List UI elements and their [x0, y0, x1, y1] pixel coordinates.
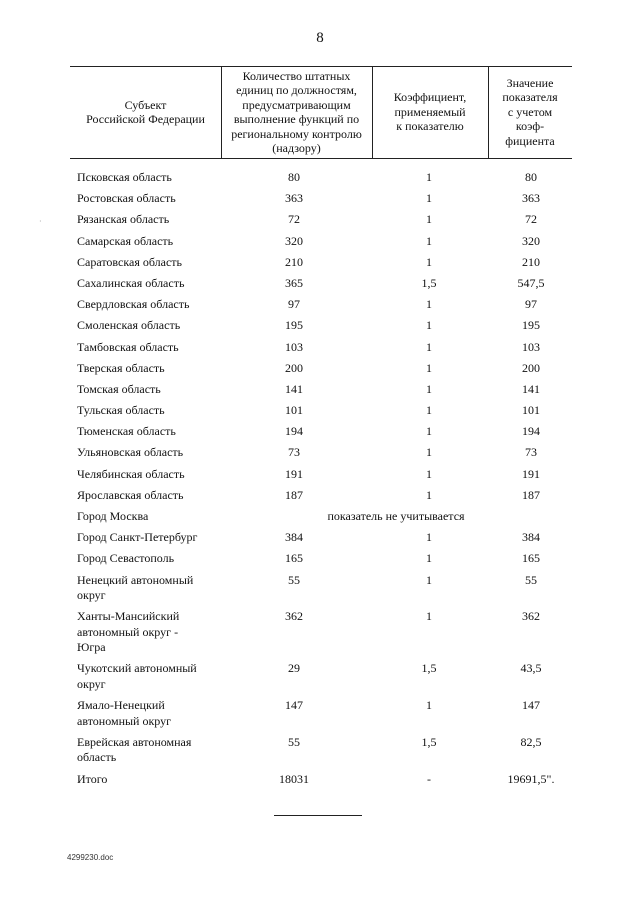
coefficient-cell: 1,5: [421, 275, 437, 290]
adjusted-value-cell: 363: [522, 191, 540, 206]
margin-tick-mark: ·: [39, 217, 42, 226]
adjusted-value-cell: 384: [522, 530, 540, 545]
table-row: [70, 276, 572, 292]
region-name-cell: Ульяновская область: [77, 445, 184, 460]
adjusted-value-cell: 195: [522, 318, 540, 333]
table-row: [70, 735, 572, 766]
table-row: [70, 212, 572, 228]
region-name-cell: Ненецкий автономный округ: [77, 572, 194, 603]
region-name-cell: Еврейская автономная область: [77, 734, 192, 765]
table-row: [70, 609, 572, 656]
staff-count-cell: 210: [285, 254, 303, 269]
staff-count-cell: 363: [285, 191, 303, 206]
region-name-cell: Итого: [77, 771, 108, 786]
header-value: [488, 66, 572, 158]
coefficient-cell: 1: [426, 551, 432, 566]
table-row: [70, 551, 572, 567]
table-row: [70, 361, 572, 377]
adjusted-value-cell: 147: [522, 698, 540, 713]
coefficient-cell: 1: [426, 254, 432, 269]
staff-count-cell: 362: [285, 609, 303, 624]
region-name-cell: Чукотский автономный округ: [77, 661, 197, 691]
coefficient-cell: 1: [426, 609, 432, 624]
adjusted-value-cell: 101: [522, 403, 540, 418]
table-row: [70, 234, 572, 250]
staff-count-cell: 320: [285, 233, 303, 248]
page-number: 8: [316, 30, 324, 46]
table-row: [70, 698, 572, 729]
region-name-cell: Ростовская область: [77, 191, 176, 206]
adjusted-value-cell: 187: [522, 487, 540, 502]
adjusted-value-cell: 97: [525, 297, 537, 312]
staff-count-cell: 195: [285, 318, 303, 333]
coefficient-cell: -: [427, 771, 431, 786]
region-name-cell: Сахалинская область: [77, 275, 185, 290]
adjusted-value-cell: 82,5: [520, 734, 542, 749]
staff-count-cell: 18031: [279, 771, 309, 786]
region-name-cell: Город Москва: [77, 509, 149, 523]
staff-count-cell: 97: [288, 297, 300, 312]
region-name-cell: Тверская область: [77, 360, 165, 375]
coefficient-cell: 1: [426, 318, 432, 333]
staff-count-cell: 29: [288, 661, 300, 676]
header-staff-count: [221, 66, 372, 158]
table-row: [70, 297, 572, 313]
adjusted-value-cell: 200: [522, 360, 540, 375]
coefficient-cell: 1: [426, 381, 432, 396]
header-subject-text: Субъект Российской Федерации: [86, 97, 205, 126]
region-name-cell: Город Санкт-Петербург: [77, 530, 198, 545]
adjusted-value-cell: 210: [522, 254, 540, 269]
coefficient-cell: 1: [426, 360, 432, 375]
adjusted-value-cell: 547,5: [517, 275, 545, 290]
table-row: [70, 772, 572, 788]
table-row: [70, 403, 572, 419]
region-name-cell: Ханты-Мансийский автономный округ - Югра: [77, 609, 180, 655]
region-name-cell: Свердловская область: [77, 297, 190, 312]
table-row: [70, 255, 572, 271]
adjusted-value-cell: 43,5: [520, 661, 542, 676]
staff-count-cell: 73: [288, 445, 300, 460]
staff-count-cell: 80: [288, 170, 300, 184]
staff-count-cell: 191: [285, 466, 303, 481]
not-counted-note-cell: показатель не учитывается: [327, 509, 465, 523]
table-row: [70, 488, 572, 504]
staff-count-cell: 187: [285, 487, 303, 502]
coefficient-cell: 1: [426, 698, 432, 713]
staff-count-cell: 384: [285, 530, 303, 545]
adjusted-value-cell: 320: [522, 233, 540, 248]
staff-count-cell: 103: [285, 339, 303, 354]
coefficient-cell: 1: [426, 466, 432, 481]
coefficient-cell: 1: [426, 233, 432, 248]
region-name-cell: Тюменская область: [77, 424, 176, 439]
adjusted-value-cell: 73: [525, 445, 537, 460]
table-row: [70, 445, 572, 461]
adjusted-value-cell: 191: [522, 466, 540, 481]
region-name-cell: Саратовская область: [77, 254, 183, 269]
region-name-cell: Город Севастополь: [77, 551, 175, 566]
table-row: [70, 573, 572, 604]
region-name-cell: Челябинская область: [77, 466, 185, 481]
adjusted-value-cell: 362: [522, 609, 540, 624]
table-row: [70, 530, 572, 546]
header-value-text: Значение показателя с учетом коэф- фициента: [502, 75, 558, 148]
coefficient-cell: 1: [426, 212, 432, 227]
coefficient-cell: 1: [426, 424, 432, 439]
header-coefficient-text: Коэффициент, применяемый к показателю: [393, 90, 467, 134]
coefficient-cell: 1,5: [421, 734, 437, 749]
header-staff-count-text: Количество штатных единиц по должностям, предусматривающим выполнение функций по региональному контролю (надзору): [231, 68, 362, 155]
region-name-cell: Тамбовская область: [77, 339, 179, 354]
staff-count-cell: 194: [285, 424, 303, 439]
region-name-cell: Псковская область: [77, 170, 172, 184]
coefficient-cell: 1: [426, 445, 432, 460]
adjusted-value-cell: 194: [522, 424, 540, 439]
staff-count-cell: 200: [285, 360, 303, 375]
table-header-rule: [70, 158, 572, 159]
table-row: [70, 170, 572, 186]
coefficient-cell: 1: [426, 530, 432, 545]
staff-count-cell: 101: [285, 403, 303, 418]
coefficient-cell: 1: [426, 572, 432, 587]
region-name-cell: Самарская область: [77, 233, 174, 248]
header-subject: [70, 66, 221, 158]
table-row: [70, 318, 572, 334]
coefficient-cell: 1: [426, 487, 432, 502]
staff-count-cell: 72: [288, 212, 300, 227]
staff-count-cell: 55: [288, 734, 300, 749]
staff-count-cell: 365: [285, 275, 303, 290]
table-body: [70, 170, 572, 793]
staff-count-cell: 165: [285, 551, 303, 566]
coefficient-cell: 1: [426, 297, 432, 312]
coefficient-cell: 1: [426, 339, 432, 354]
table-row: [70, 661, 572, 692]
coefficient-cell: 1: [426, 170, 432, 184]
region-name-cell: Смоленская область: [77, 318, 181, 333]
region-name-cell: Тульская область: [77, 403, 165, 418]
coefficient-cell: 1,5: [421, 661, 437, 676]
staff-count-cell: 141: [285, 381, 303, 396]
adjusted-value-cell: 141: [522, 381, 540, 396]
adjusted-value-cell: 19691,5".: [507, 771, 555, 786]
adjusted-value-cell: 80: [525, 170, 537, 184]
region-name-cell: Ямало-Ненецкий автономный округ: [77, 698, 172, 728]
document-id: 4299230.doc: [67, 853, 114, 862]
staff-count-cell: 147: [285, 698, 303, 713]
adjusted-value-cell: 103: [522, 339, 540, 354]
table-row: [70, 509, 572, 525]
coefficient-cell: 1: [426, 403, 432, 418]
closing-rule: [274, 815, 362, 816]
coefficient-cell: 1: [426, 191, 432, 206]
adjusted-value-cell: 55: [525, 572, 537, 587]
region-name-cell: Томская область: [77, 381, 161, 396]
table-row: [70, 191, 572, 207]
header-coefficient: [372, 66, 488, 158]
table-row: [70, 382, 572, 398]
table-row: [70, 467, 572, 483]
staff-count-cell: 55: [288, 572, 300, 587]
table-row: [70, 340, 572, 356]
region-name-cell: Рязанская область: [77, 212, 170, 227]
region-name-cell: Ярославская область: [77, 487, 184, 502]
table-row: [70, 424, 572, 440]
adjusted-value-cell: 72: [525, 212, 537, 227]
adjusted-value-cell: 165: [522, 551, 540, 566]
